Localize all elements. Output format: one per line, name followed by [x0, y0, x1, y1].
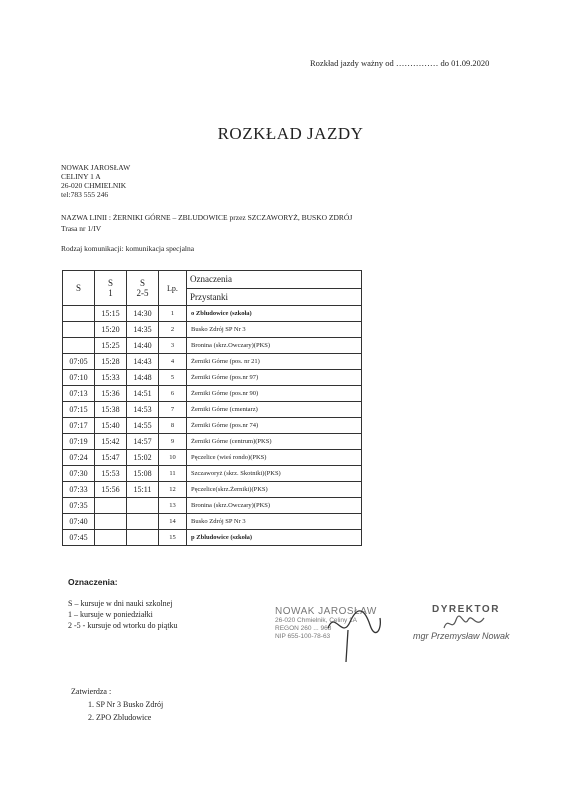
row-number: 6 — [159, 386, 187, 402]
company-street: CELINY 1 A — [61, 172, 101, 181]
row-number: 1 — [159, 306, 187, 322]
time-s1: 15:28 — [95, 354, 127, 370]
time-s25 — [127, 514, 159, 530]
header-oznaczenia: Oznaczenia — [187, 271, 361, 289]
stop-name: Żerniki Górne (pos. nr 21) — [187, 354, 362, 370]
time-s1: 15:38 — [95, 402, 127, 418]
time-s1 — [95, 498, 127, 514]
line-name: NAZWA LINII : ŻERNIKI GÓRNE – ZBLUDOWICE przez SZCZAWORYŻ, BUSKO ZDRÓJ — [61, 213, 353, 222]
time-s25: 15:08 — [127, 466, 159, 482]
time-s1: 15:40 — [95, 418, 127, 434]
time-s25: 14:55 — [127, 418, 159, 434]
legend-item: 2 -5 - kursuje od wtorku do piątku — [68, 621, 178, 630]
communication-type: Rodzaj komunikacji: komunikacja specjalna — [61, 244, 195, 253]
timetable-row — [63, 322, 362, 338]
time-s1: 15:47 — [95, 450, 127, 466]
stop-name: Pęczelice (wieś rondo)(PKS) — [187, 450, 362, 466]
row-number: 5 — [159, 370, 187, 386]
approval-item: 2. ZPO Zbludowice — [88, 713, 152, 722]
header-lp: Lp. — [159, 271, 187, 306]
time-s1: 15:42 — [95, 434, 127, 450]
time-s1: 15:20 — [95, 322, 127, 338]
time-s25: 15:11 — [127, 482, 159, 498]
header-przystanki: Przystanki — [190, 291, 228, 302]
route-number: Trasa nr 1/IV — [61, 224, 102, 233]
header-col-s: S — [63, 271, 95, 306]
time-s25: 14:53 — [127, 402, 159, 418]
row-number: 14 — [159, 514, 187, 530]
stop-name: Szczaworyż (skrz. Skotniki)(PKS) — [187, 466, 362, 482]
row-number: 15 — [159, 530, 187, 546]
time-s: 07:30 — [63, 466, 95, 482]
timetable-row — [63, 450, 362, 466]
row-number: 3 — [159, 338, 187, 354]
stamp-address: 26-020 Chmielnik, Celiny 1A — [275, 617, 358, 624]
timetable-row — [63, 354, 362, 370]
time-s — [63, 322, 95, 338]
timetable-row — [63, 482, 362, 498]
timetable-row — [63, 498, 362, 514]
time-s — [63, 338, 95, 354]
time-s: 07:10 — [63, 370, 95, 386]
time-s1: 15:53 — [95, 466, 127, 482]
stop-name: Busko Zdrój SP Nr 3 — [187, 514, 362, 530]
validity-note: Rozkład jazdy ważny od …………… do 01.09.2020 — [310, 58, 490, 68]
stamp-regon: REGON 260 ... 968 — [275, 625, 332, 632]
time-s1: 15:25 — [95, 338, 127, 354]
stamp-nip: NIP 655-100-78-63 — [275, 633, 331, 640]
stop-name: Żerniki Górne (cmentarz) — [187, 402, 362, 418]
stop-name: Żerniki Górne (pos.nr 90) — [187, 386, 362, 402]
timetable-header — [63, 271, 362, 306]
time-s25: 14:57 — [127, 434, 159, 450]
stop-name: p Zbludowice (szkoła) — [187, 530, 362, 546]
time-s1: 15:33 — [95, 370, 127, 386]
company-city: 26-020 CHMIELNIK — [61, 181, 127, 190]
director-name: mgr Przemysław Nowak — [413, 631, 510, 641]
stop-name: o Zbludowice (szkoła) — [187, 306, 362, 322]
time-s25: 14:51 — [127, 386, 159, 402]
row-number: 9 — [159, 434, 187, 450]
stop-name: Busko Zdrój SP Nr 3 — [187, 322, 362, 338]
stop-name: Żerniki Górne (pos.nr 74) — [187, 418, 362, 434]
row-number: 8 — [159, 418, 187, 434]
row-number: 7 — [159, 402, 187, 418]
time-s25: 14:35 — [127, 322, 159, 338]
timetable-row — [63, 386, 362, 402]
header-stops — [187, 271, 362, 306]
timetable-row — [63, 514, 362, 530]
row-number: 4 — [159, 354, 187, 370]
time-s: 07:05 — [63, 354, 95, 370]
company-phone: tel:783 555 246 — [61, 190, 109, 199]
time-s: 07:35 — [63, 498, 95, 514]
time-s — [63, 306, 95, 322]
time-s25: 14:30 — [127, 306, 159, 322]
company-name: NOWAK JAROSŁAW — [61, 163, 131, 172]
time-s1 — [95, 514, 127, 530]
stop-name: Bronina (skrz.Owczary)(PKS) — [187, 498, 362, 514]
row-number: 11 — [159, 466, 187, 482]
timetable-row — [63, 306, 362, 322]
timetable-row — [63, 402, 362, 418]
timetable-row — [63, 466, 362, 482]
header-col-s1: S 1 — [95, 271, 127, 306]
time-s1: 15:56 — [95, 482, 127, 498]
time-s25: 14:43 — [127, 354, 159, 370]
time-s25: 14:40 — [127, 338, 159, 354]
legend — [68, 598, 178, 631]
time-s: 07:19 — [63, 434, 95, 450]
header-col-s25: S 2-5 — [127, 271, 159, 306]
time-s25: 15:02 — [127, 450, 159, 466]
timetable-row — [63, 370, 362, 386]
time-s: 07:13 — [63, 386, 95, 402]
row-number: 12 — [159, 482, 187, 498]
time-s: 07:33 — [63, 482, 95, 498]
stop-name: Bronina (skrz.Owczary)(PKS) — [187, 338, 362, 354]
document-title: ROZKŁAD JAZDY — [217, 124, 364, 143]
timetable-row — [63, 530, 362, 546]
time-s: 07:40 — [63, 514, 95, 530]
approval-item: 1. SP Nr 3 Busko Zdrój — [88, 700, 164, 709]
legend-item: 1 – kursuje w poniedziałki — [68, 610, 153, 619]
timetable-row — [63, 434, 362, 450]
time-s: 07:17 — [63, 418, 95, 434]
time-s25 — [127, 530, 159, 546]
timetable — [62, 270, 362, 546]
time-s1: 15:15 — [95, 306, 127, 322]
time-s1: 15:36 — [95, 386, 127, 402]
time-s: 07:15 — [63, 402, 95, 418]
stop-name: Pęczelice(skrz.Żerniki)(PKS) — [187, 482, 362, 498]
row-number: 13 — [159, 498, 187, 514]
director-title: DYREKTOR — [432, 604, 500, 615]
approval-list — [88, 698, 163, 724]
row-number: 10 — [159, 450, 187, 466]
time-s: 07:24 — [63, 450, 95, 466]
timetable-row — [63, 418, 362, 434]
legend-title: Oznaczenia: — [68, 577, 118, 587]
legend-item: S – kursuje w dni nauki szkolnej — [68, 599, 173, 608]
time-s25 — [127, 498, 159, 514]
approval-title: Zatwierdza : — [71, 687, 112, 696]
company-info — [61, 163, 130, 199]
stamp-name: NOWAK JAROSŁAW — [275, 606, 377, 617]
time-s: 07:45 — [63, 530, 95, 546]
time-s1 — [95, 530, 127, 546]
stop-name: Żerniki Górne (centrum)(PKS) — [187, 434, 362, 450]
signature-graphic — [320, 600, 390, 670]
time-s25: 14:48 — [127, 370, 159, 386]
stop-name: Żerniki Górne (pos.nr 97) — [187, 370, 362, 386]
row-number: 2 — [159, 322, 187, 338]
timetable-row — [63, 338, 362, 354]
